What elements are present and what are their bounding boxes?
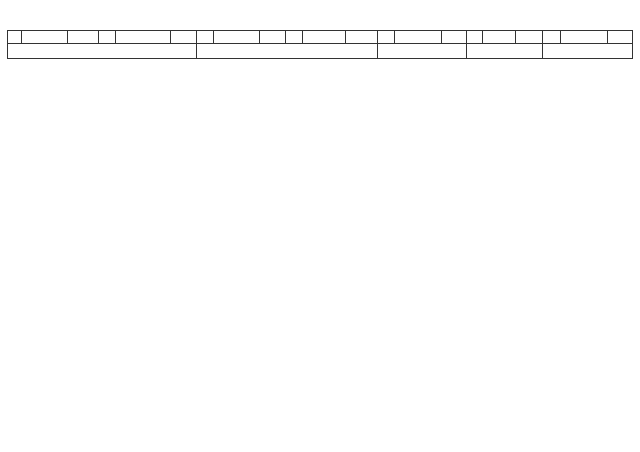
header-name [116, 31, 171, 44]
header-no [543, 31, 561, 44]
header-key [67, 31, 98, 44]
header-no [98, 31, 116, 44]
header-name [302, 31, 345, 44]
header-no [286, 31, 303, 44]
header-key [608, 31, 633, 44]
section-row [8, 44, 633, 59]
header-key [516, 31, 543, 44]
header-no [8, 31, 22, 44]
header-key [346, 31, 378, 44]
section-alt [543, 44, 633, 59]
shortcut-table [7, 30, 633, 59]
header-name [394, 31, 441, 44]
header-no [378, 31, 395, 44]
header-name [214, 31, 259, 44]
header-key [259, 31, 286, 44]
header-no [196, 31, 214, 44]
section-ctrl [466, 44, 542, 59]
header-key [170, 31, 196, 44]
section-draw [196, 44, 378, 59]
section-object [8, 44, 197, 59]
table-body [8, 31, 633, 59]
header-no [466, 31, 483, 44]
header-name [22, 31, 67, 44]
header-name [483, 31, 516, 44]
shortcut-table-sheet [7, 30, 633, 59]
section-modify [378, 44, 467, 59]
header-row [8, 31, 633, 44]
header-key [442, 31, 467, 44]
header-name [560, 31, 607, 44]
